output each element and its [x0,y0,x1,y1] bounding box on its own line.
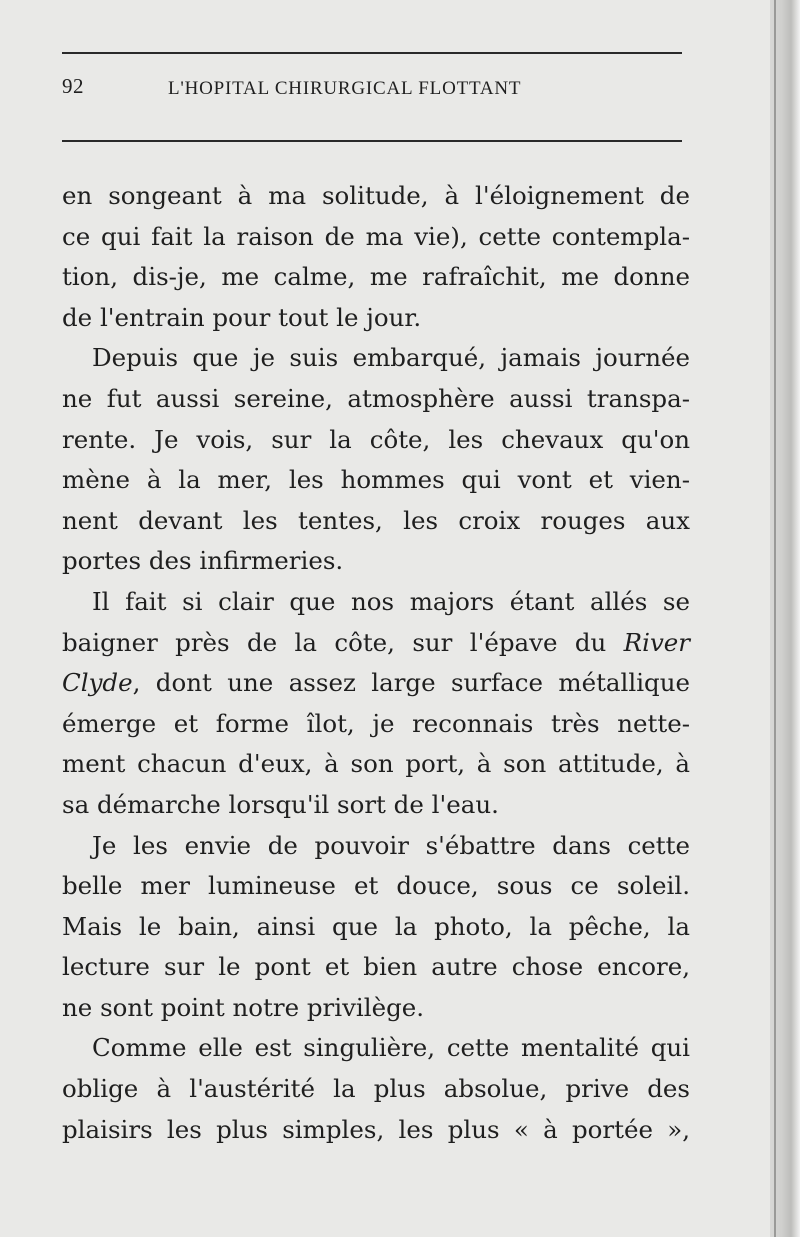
text-line: nent devant les tentes, les croix rouges aux [62,505,690,535]
text-line: ne sont point notre privilège. [62,992,425,1022]
text-line: Il fait si clair que nos majors étant allés se [92,586,690,616]
text-line: ment chacun d'eux, à son port, à son attitude, à [62,749,690,779]
text-line: ne fut aussi sereine, atmosphère aussi transpa- [62,383,690,413]
text-line: tion, dis-je, me calme, me rafraîchit, me donne [62,262,690,292]
text-line: Depuis que je suis embarqué, jamais journée [92,343,690,373]
running-head: L'HOPITAL CHIRURGICAL FLOTTANT [168,78,522,99]
text-line: belle mer lumineuse et douce, sous ce soleil. [62,871,690,901]
ship-name-italic: Clyde [62,668,133,698]
text-line-composite [62,623,690,664]
text-line: portes des infirmeries. [62,546,344,576]
text-line: lecture sur le pont et bien autre chose encore, [62,952,690,982]
text-line: émerge et forme îlot, je reconnais très nette- [62,708,690,738]
text-line: rente. Je vois, sur la côte, les chevaux qu'on [62,424,690,454]
text-line: Comme elle est singulière, cette mentalité qui [92,1033,690,1063]
text-line-composite [62,663,690,704]
text-line: oblige à l'austérité la plus absolue, prive des [62,1074,690,1104]
text-line: Je les envie de pouvoir s'ébattre dans cette [92,830,690,860]
page-number: 92 [62,74,84,98]
page-header [62,74,682,108]
text-line: ce qui fait la raison de ma vie), cette contempla- [62,221,690,251]
header-bottom-rule [62,140,682,142]
text-line: mène à la mer, les hommes qui vont et vien- [62,465,690,495]
text-line: en songeant à ma solitude, à l'éloignement de [62,181,690,210]
text-fragment: baigner près de la côte, sur l'épave du [62,627,624,657]
header-top-rule [62,52,682,54]
text-line: sa démarche lorsqu'il sort de l'eau. [62,789,499,819]
body-text [62,176,690,1150]
text-fragment: , dont une assez large surface métallique [132,668,690,698]
page-binding-edge [774,0,776,1237]
text-line: plaisirs les plus simples, les plus « à portée », [62,1114,690,1144]
ship-name-italic: River [623,627,690,657]
text-line: de l'entrain pour tout le jour. [62,302,422,332]
text-line: Mais le bain, ainsi que la photo, la pêche, la [62,911,690,941]
